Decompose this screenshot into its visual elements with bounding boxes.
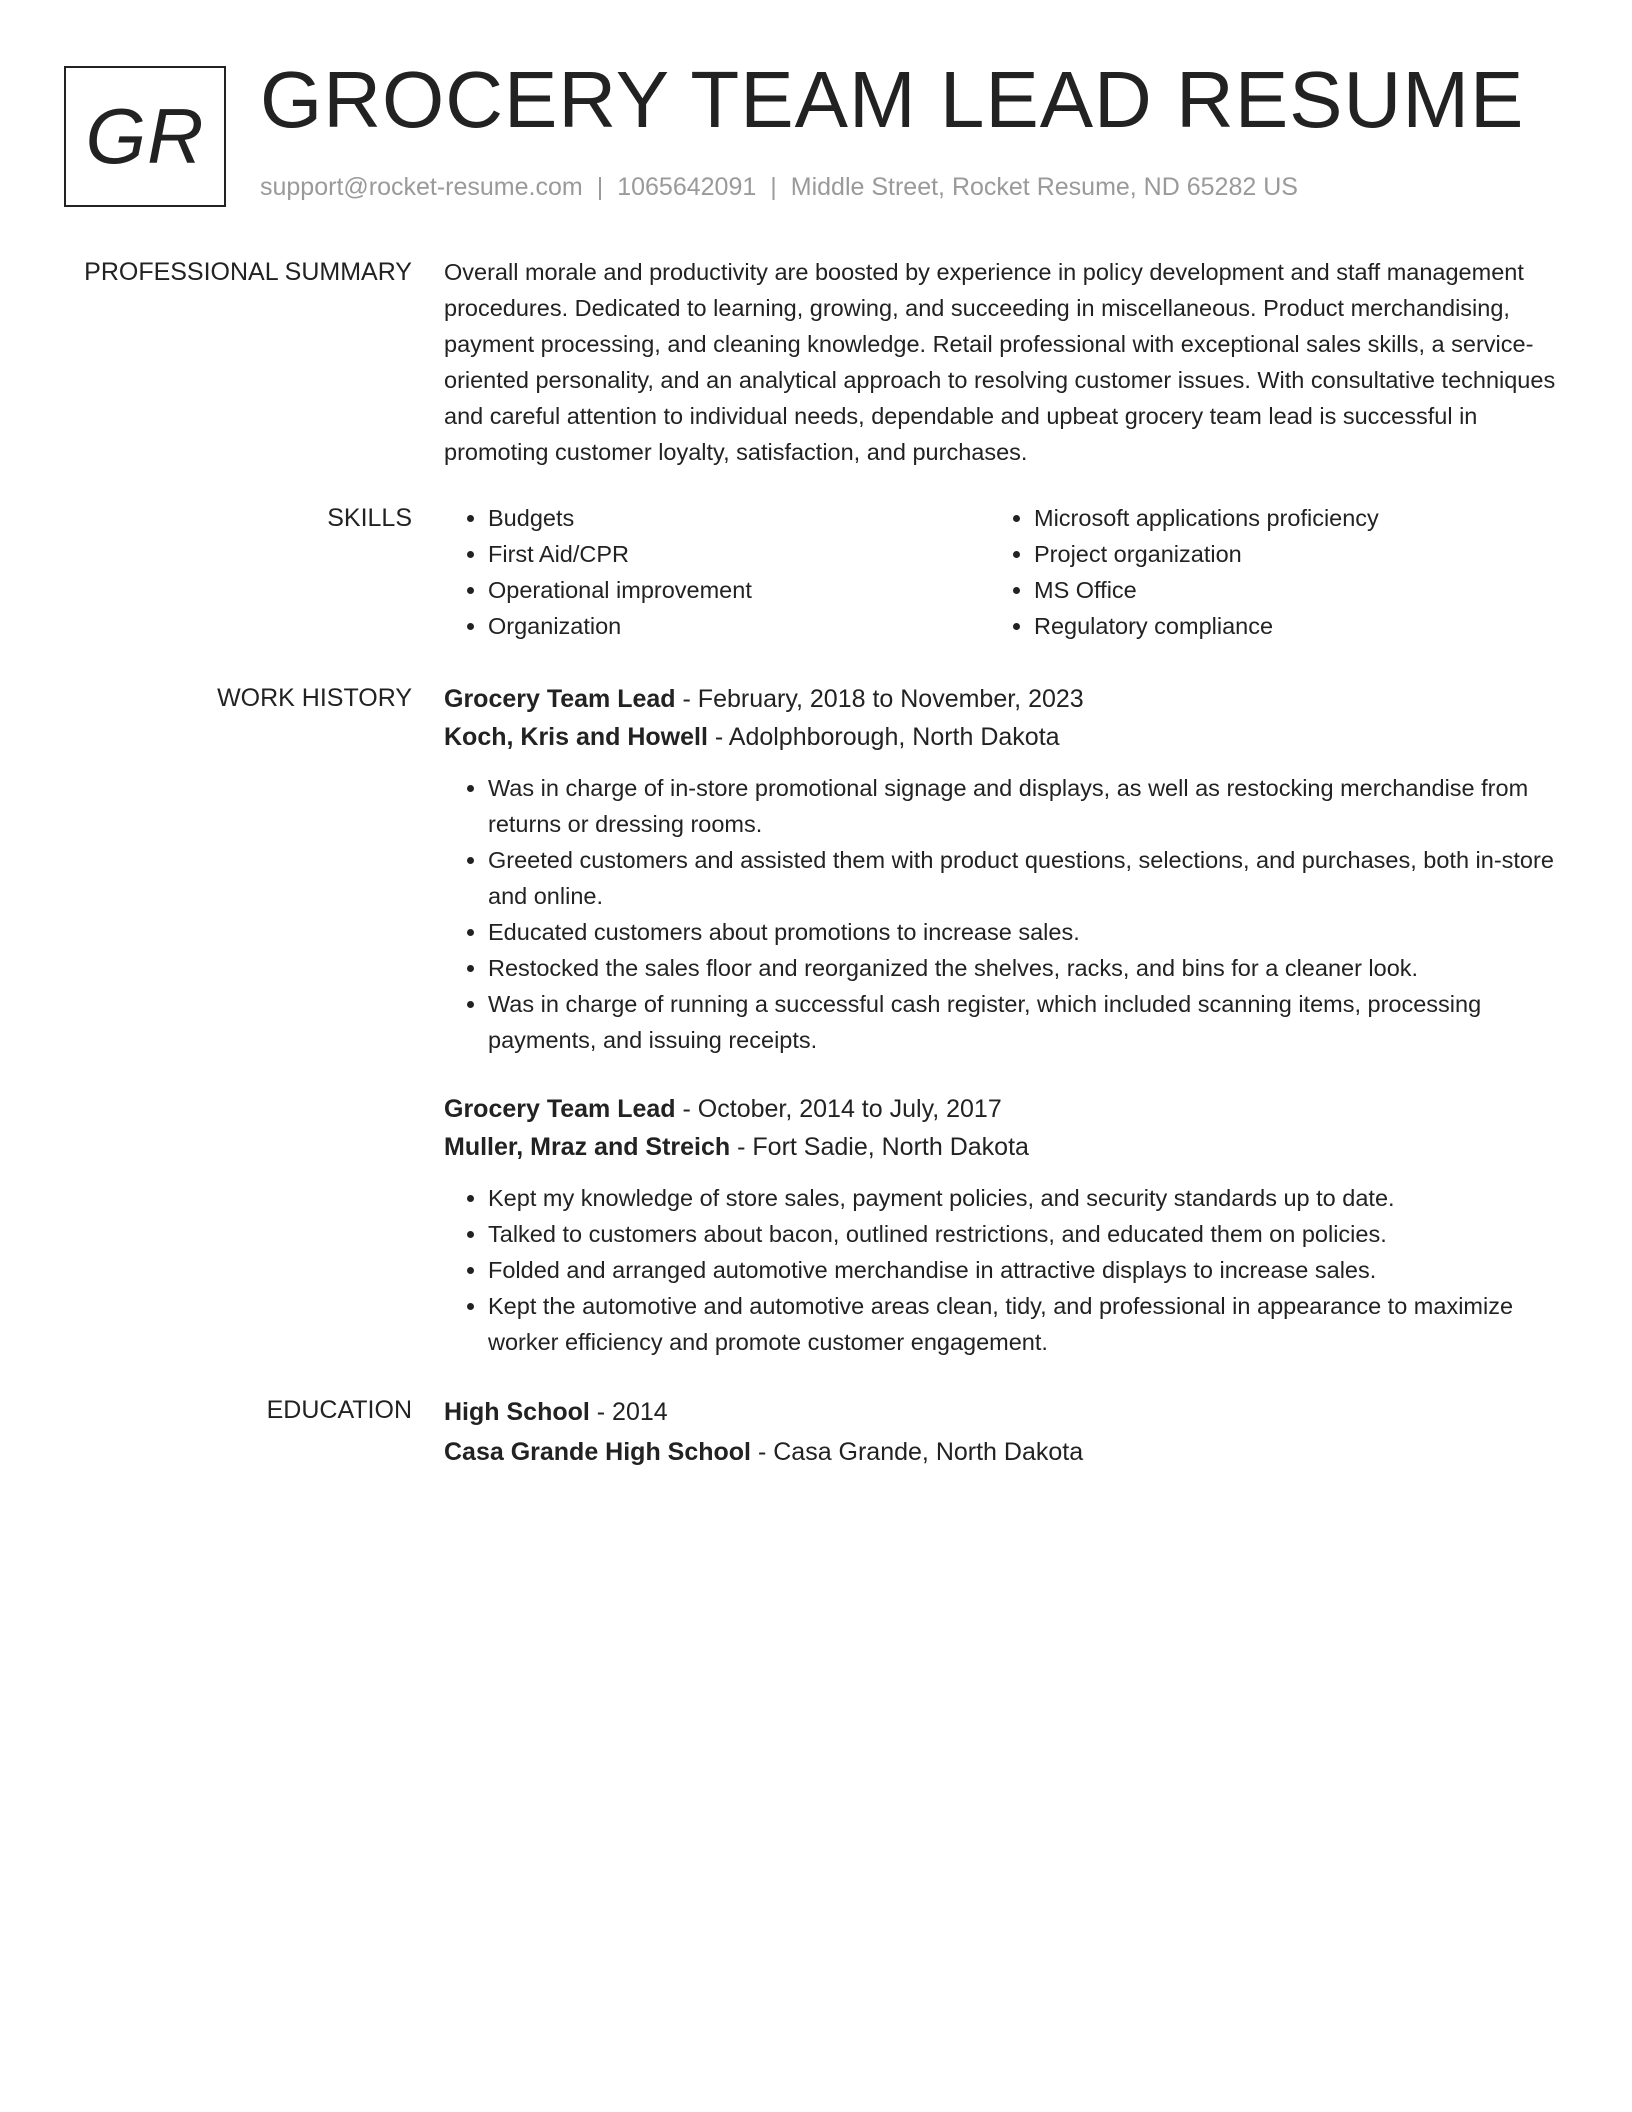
job-company-line: [444, 718, 1558, 756]
contact-line: [260, 173, 1298, 202]
skill-item: • Budgets: [488, 500, 990, 536]
job-entry: [444, 680, 1558, 1058]
education-location: - Casa Grande, North Dakota: [751, 1438, 1084, 1466]
education-degree: High School: [444, 1398, 590, 1426]
job-company: Muller, Mraz and Streich: [444, 1133, 731, 1161]
job-company: Koch, Kris and Howell: [444, 723, 708, 751]
skill-item: • Organization: [488, 608, 990, 644]
job-bullet: • Kept my knowledge of store sales, payment policies, and security standards up to date.: [488, 1180, 1558, 1216]
education-school: Casa Grande High School: [444, 1438, 752, 1466]
contact-address: Middle Street, Rocket Resume, ND 65282 US: [790, 173, 1298, 201]
job-company-line: [444, 1128, 1558, 1166]
job-title: Grocery Team Lead: [444, 685, 676, 713]
education-year: - 2014: [589, 1398, 668, 1426]
skill-item: • Regulatory compliance: [1034, 608, 1536, 644]
summary-body: [444, 254, 1558, 470]
education-school-line: [444, 1432, 1558, 1472]
skills-list-right: [990, 500, 1536, 644]
monogram-box: [64, 66, 226, 207]
contact-separator: |: [770, 173, 777, 201]
education-body: [444, 1392, 1558, 1472]
job-bullet-list: [444, 1180, 1558, 1360]
job-bullet-list: [444, 770, 1558, 1058]
summary-text: Overall morale and productivity are boosted by experience in policy development and staff management procedures. Dedicated to learning, growing, and succeeding in miscellaneous. Product merchandising, payment processing, and cleaning knowledge. Retail professional with exceptional sales skills, a service-oriented personality, and an analytical approach to resolving customer issues. With consultative techniques and careful attention to individual needs, dependable and upbeat grocery team lead is successful in promoting customer loyalty, satisfaction, and purchases.: [444, 259, 1556, 465]
work-history-body: [444, 680, 1558, 1360]
skill-item: • Project organization: [1034, 536, 1536, 572]
job-dates: - October, 2014 to July, 2017: [675, 1095, 1002, 1123]
skill-item: • Operational improvement: [488, 572, 990, 608]
skill-item: • First Aid/CPR: [488, 536, 990, 572]
contact-separator: |: [596, 173, 604, 201]
skills-list-left: [444, 500, 990, 644]
job-bullet: • Was in charge of in-store promotional signage and displays, as well as restocking merchandise from returns or dressing rooms.: [488, 770, 1558, 842]
summary-heading: PROFESSIONAL SUMMARY: [84, 258, 412, 286]
skill-item: • Microsoft applications proficiency: [1034, 500, 1536, 536]
skill-item: • MS Office: [1034, 572, 1536, 608]
education-degree-line: [444, 1392, 1558, 1432]
skills-heading: SKILLS: [327, 504, 412, 532]
job-location: - Fort Sadie, North Dakota: [730, 1133, 1029, 1161]
page-title: GROCERY TEAM LEAD RESUME: [260, 55, 1525, 144]
job-bullet: • Kept the automotive and automotive areas clean, tidy, and professional in appearance to maximize worker efficiency and promote customer engagement.: [488, 1288, 1558, 1360]
monogram-initials: GR: [85, 92, 205, 180]
job-dates: - February, 2018 to November, 2023: [675, 685, 1084, 713]
job-bullet: • Folded and arranged automotive merchandise in attractive displays to increase sales.: [488, 1252, 1558, 1288]
education-heading: EDUCATION: [266, 1396, 412, 1424]
job-bullet: • Restocked the sales floor and reorganized the shelves, racks, and bins for a cleaner look.: [488, 950, 1558, 986]
contact-phone: 1065642091: [617, 173, 757, 201]
job-bullet: • Talked to customers about bacon, outlined restrictions, and educated them on policies.: [488, 1216, 1558, 1252]
work-history-heading: WORK HISTORY: [217, 684, 412, 712]
contact-email: support@rocket-resume.com: [260, 173, 583, 201]
job-title-line: [444, 1090, 1558, 1128]
job-entry: [444, 1090, 1558, 1360]
job-title: Grocery Team Lead: [444, 1095, 676, 1123]
job-title-line: [444, 680, 1558, 718]
job-bullet: • Educated customers about promotions to increase sales.: [488, 914, 1558, 950]
job-location: - Adolphborough, North Dakota: [707, 723, 1060, 751]
job-bullet: • Was in charge of running a successful cash register, which included scanning items, processing payments, and issuing receipts.: [488, 986, 1558, 1058]
job-bullet: • Greeted customers and assisted them with product questions, selections, and purchases, both in-store and online.: [488, 842, 1558, 914]
skills-grid: [444, 500, 1558, 644]
